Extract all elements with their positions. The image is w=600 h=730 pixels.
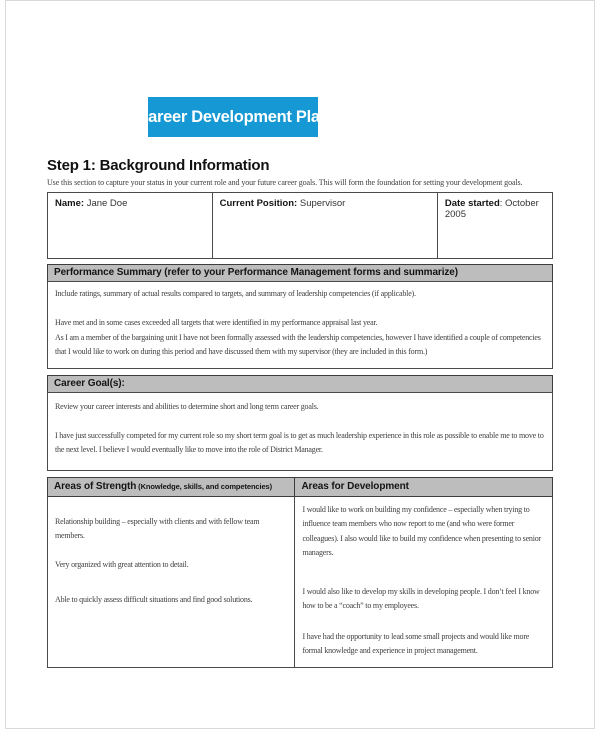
performance-summary-paragraph: Have met and in some cases exceeded all targets that were identified in my performance appraisal last year. xyxy=(55,318,378,327)
background-info-table xyxy=(47,192,553,259)
performance-summary-section xyxy=(47,264,553,369)
career-goals-header: Career Goal(s): xyxy=(47,375,553,393)
career-goals-body xyxy=(47,392,553,471)
areas-body-row xyxy=(48,496,553,667)
areas-for-development-header: Areas for Development xyxy=(295,477,553,496)
date-started-label: Date started xyxy=(444,198,500,209)
performance-summary-body xyxy=(47,281,553,369)
document-title: Career Development Plan xyxy=(136,107,330,126)
areas-of-strength-header xyxy=(48,477,295,496)
performance-summary-paragraph: As I am a member of the bargaining unit I have not been formally assessed with the leadership competencies, however I have identified a couple of competencies that I would like to work on during this period and have discussed them with my supervisor (they are included in this form.) xyxy=(55,332,541,356)
name-cell xyxy=(48,193,213,259)
career-goals-instruction: Review your career interests and abilities to determine short and long term career goals. xyxy=(55,401,319,411)
strength-item: Able to quickly assess difficult situations and find good solutions. xyxy=(55,595,253,604)
title-banner xyxy=(136,97,330,137)
current-position-label: Current Position: xyxy=(219,198,298,209)
table-row xyxy=(48,193,553,259)
development-item: I have had the opportunity to lead some small projects and would like more formal knowledge and experience in project management. xyxy=(302,631,530,655)
step-subtitle: Use this section to capture your status in your current role and your future career goals. This will form the foundation for setting your development goals. xyxy=(47,178,523,187)
areas-of-strength-note: (Knowledge, skills, and competencies) xyxy=(136,481,273,491)
areas-of-strength-title: Areas of Strength xyxy=(54,480,137,492)
strength-item: Relationship building – especially with clients and with fellow team members. xyxy=(55,516,260,540)
career-goals-section xyxy=(47,375,553,471)
development-cell xyxy=(295,496,553,667)
current-position-cell xyxy=(212,193,437,259)
current-position-value: Supervisor xyxy=(299,198,346,209)
development-item: I would also like to develop my skills in developing people. I don’t feel I know how to be a “coach” to my employees. xyxy=(302,586,540,610)
date-started-cell xyxy=(437,193,552,259)
areas-table xyxy=(47,477,553,668)
name-value: Jane Doe xyxy=(86,198,128,209)
areas-header-row xyxy=(48,477,553,496)
step-heading: Step 1: Background Information xyxy=(47,157,270,174)
date-started-value: : October 2005 xyxy=(444,198,539,220)
name-label: Name: xyxy=(55,198,85,209)
development-item: I would like to work on building my confidence – especially when trying to influence team members who now report to me (and who were former colleagues). I also would like to build my confidence when presenting to senior managers. xyxy=(302,504,542,557)
strength-item: Very organized with great attention to detail. xyxy=(55,559,189,569)
document-content xyxy=(47,156,553,668)
strengths-cell xyxy=(48,496,295,667)
performance-summary-instruction: Include ratings, summary of actual results compared to targets, and summary of leadership competencies (if applicable). xyxy=(55,289,416,298)
career-goals-paragraph: I have just successfully competed for my current role so my short term goal is to get as much leadership experience in this role as possible to enable me to move to the next level. I believe I would eventually like to move into the role of District Manager. xyxy=(55,430,544,454)
performance-summary-header: Performance Summary (refer to your Performance Management forms and summarize) xyxy=(47,264,553,282)
